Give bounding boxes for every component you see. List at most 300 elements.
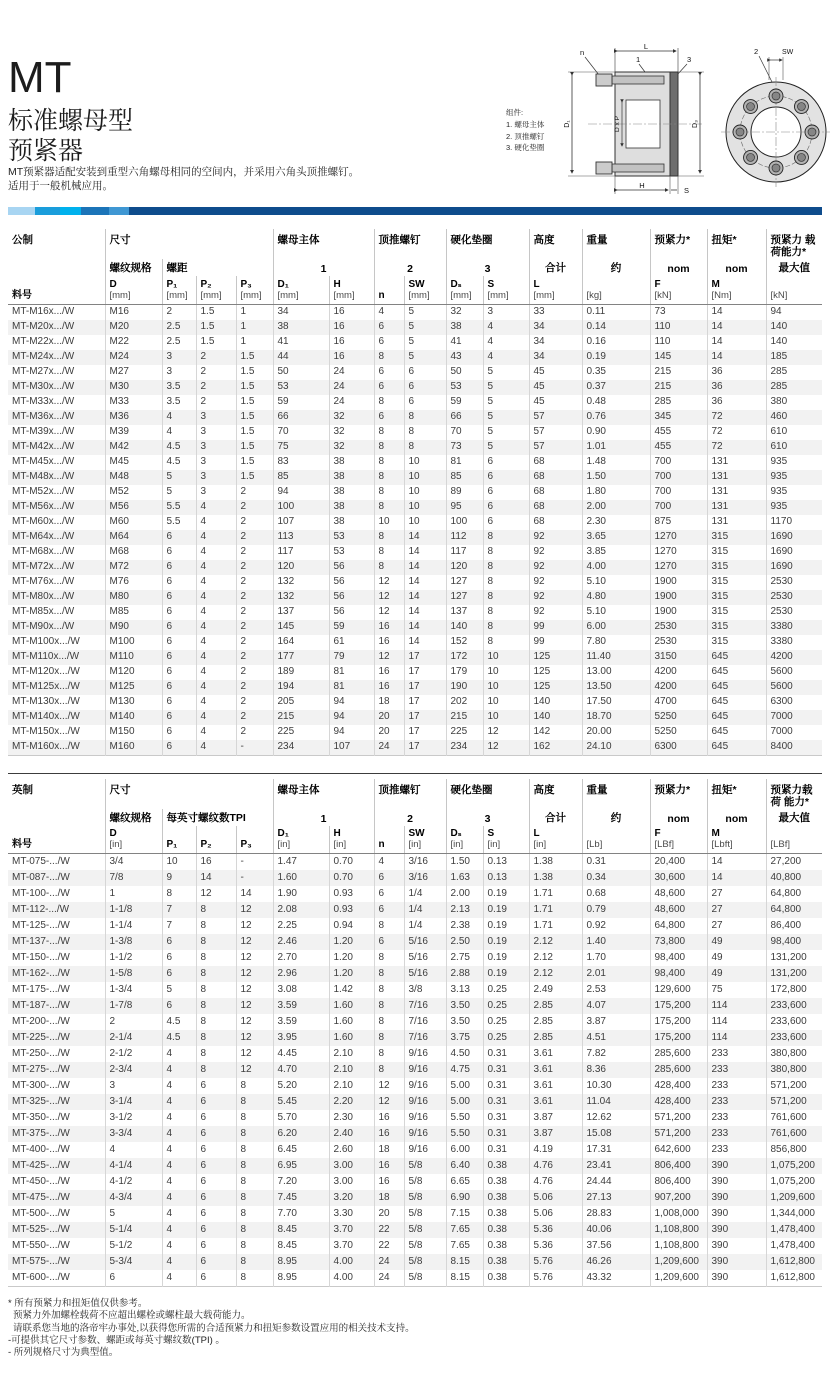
table-cell: 16 xyxy=(374,1126,404,1142)
table-cell: 4.50 xyxy=(446,1046,483,1062)
cross-section-diagram xyxy=(560,42,712,204)
table-cell: MT-525-.../W xyxy=(12,1224,70,1236)
table-cell: 1.71 xyxy=(529,886,582,902)
table-cell: 2 xyxy=(236,605,273,620)
table-cell: 6 xyxy=(196,1158,236,1174)
table-cell: 0.38 xyxy=(483,1174,529,1190)
table-cell: 225 xyxy=(273,725,329,740)
group-header-cell: 螺纹规格 xyxy=(105,259,162,276)
table-cell: 17 xyxy=(404,740,446,756)
column-header-cell: P₁ xyxy=(162,826,196,854)
table-cell: 145 xyxy=(650,350,707,365)
table-cell: 4.70 xyxy=(273,1062,329,1078)
table-cell: 16 xyxy=(374,635,404,650)
table-cell: 13.00 xyxy=(582,665,650,680)
table-cell: 8 xyxy=(236,1222,273,1238)
table-cell: 315 xyxy=(707,590,766,605)
table-cell: 315 xyxy=(707,635,766,650)
table-row xyxy=(8,1238,822,1254)
table-cell: 7.45 xyxy=(273,1190,329,1206)
table-cell: 131 xyxy=(707,455,766,470)
table-cell: 233 xyxy=(707,1062,766,1078)
table-cell: 642,600 xyxy=(650,1142,707,1158)
table-cell: M24 xyxy=(105,350,162,365)
table-cell: 5/8 xyxy=(404,1206,446,1222)
table-row xyxy=(8,870,822,886)
table-cell: 5 xyxy=(162,982,196,998)
group-header-cell: 2 xyxy=(374,809,446,826)
table-cell: 315 xyxy=(707,620,766,635)
table-cell: 0.19 xyxy=(582,350,650,365)
table-cell: 129,600 xyxy=(650,982,707,998)
table-cell: 12 xyxy=(374,605,404,620)
column-header-cell: P₂ [mm] xyxy=(196,276,236,304)
table-cell: 233 xyxy=(707,1126,766,1142)
table-cell: 8 xyxy=(374,395,404,410)
table-cell: 114 xyxy=(707,1030,766,1046)
table-cell: 5 xyxy=(105,1206,162,1222)
table-cell: 2530 xyxy=(650,620,707,635)
table-cell: 6 xyxy=(374,410,404,425)
table-cell: 16 xyxy=(374,1174,404,1190)
table-cell: 8 xyxy=(404,425,446,440)
table-cell: 12 xyxy=(374,650,404,665)
table-cell: 10 xyxy=(483,665,529,680)
table-cell: MT-187-.../W xyxy=(12,1000,70,1012)
table-cell: M36 xyxy=(105,410,162,425)
component-item: 3. 硬化垫圈 xyxy=(506,142,545,152)
table-cell: 68 xyxy=(529,470,582,485)
group-header-cell: 螺距 xyxy=(162,259,273,276)
table-cell: 5-1/4 xyxy=(105,1222,162,1238)
table-cell: 20,400 xyxy=(650,854,707,871)
table-cell: 4 xyxy=(162,410,196,425)
table-cell: 700 xyxy=(650,455,707,470)
table-cell: 4 xyxy=(196,680,236,695)
table-row xyxy=(8,1254,822,1270)
table-cell: 233 xyxy=(707,1094,766,1110)
table-cell: 2-3/4 xyxy=(105,1062,162,1078)
accent-bar-segment xyxy=(109,207,129,215)
table-cell: 380 xyxy=(766,395,822,410)
table-cell: 5/16 xyxy=(404,934,446,950)
table-cell: 1.50 xyxy=(582,470,650,485)
table-cell: 81 xyxy=(446,455,483,470)
table-cell: 5.10 xyxy=(582,575,650,590)
column-header-cell: S [in] xyxy=(483,826,529,854)
table-cell: MT-150-.../W xyxy=(12,952,70,964)
table-cell: 40,800 xyxy=(766,870,822,886)
imperial-table xyxy=(8,779,822,1288)
table-cell: 4.45 xyxy=(273,1046,329,1062)
table-cell: 6 xyxy=(162,966,196,982)
table-cell: 14 xyxy=(404,605,446,620)
table-cell: 4 xyxy=(196,620,236,635)
table-cell: 8 xyxy=(374,470,404,485)
table-cell: 7 xyxy=(162,918,196,934)
table-cell: 5 xyxy=(483,425,529,440)
table-row xyxy=(8,1174,822,1190)
table-cell: 2 xyxy=(236,650,273,665)
table-row xyxy=(8,966,822,982)
column-header-cell: S [mm] xyxy=(483,276,529,304)
table-cell: 1.71 xyxy=(529,918,582,934)
table-cell: 0.13 xyxy=(483,854,529,871)
table-cell: 189 xyxy=(273,665,329,680)
table-cell: 6 xyxy=(483,470,529,485)
table-cell: 38 xyxy=(446,320,483,335)
table-cell: 142 xyxy=(529,725,582,740)
table-cell: 49 xyxy=(707,966,766,982)
table-cell: 9/16 xyxy=(404,1110,446,1126)
table-cell: 3.13 xyxy=(446,982,483,998)
table-cell: 14 xyxy=(404,620,446,635)
table-cell: 4 xyxy=(162,1110,196,1126)
table-cell: 1,612,800 xyxy=(766,1270,822,1287)
table-cell: 8 xyxy=(196,1062,236,1078)
table-group-header-row xyxy=(8,779,822,809)
table-cell: 6 xyxy=(196,1078,236,1094)
table-cell: 5-3/4 xyxy=(105,1254,162,1270)
table-cell: 7/16 xyxy=(404,998,446,1014)
column-header-cell: Dₛ [mm] xyxy=(446,276,483,304)
table-cell: 2.85 xyxy=(529,1014,582,1030)
column-header-cell: H [mm] xyxy=(329,276,374,304)
table-cell: 64,800 xyxy=(650,918,707,934)
accent-bar-segment xyxy=(8,207,35,215)
table-row xyxy=(8,530,822,545)
table-cell: 5.10 xyxy=(582,605,650,620)
group-header-cell: 尺寸 xyxy=(105,779,273,809)
table-cell: 6 xyxy=(374,934,404,950)
table-cell: 215 xyxy=(273,710,329,725)
table-cell: 0.38 xyxy=(483,1206,529,1222)
table-cell: 233 xyxy=(707,1110,766,1126)
table-cell: 94 xyxy=(329,710,374,725)
table-cell: 1,075,200 xyxy=(766,1174,822,1190)
table-cell: M120 xyxy=(105,665,162,680)
table-cell: 75 xyxy=(273,440,329,455)
table-cell: 0.19 xyxy=(483,966,529,982)
table-cell: 6 xyxy=(404,395,446,410)
table-cell: 3.95 xyxy=(273,1030,329,1046)
table-cell: 4-1/4 xyxy=(105,1158,162,1174)
table-cell: 64,800 xyxy=(766,902,822,918)
table-cell: 175,200 xyxy=(650,998,707,1014)
table-cell: 12 xyxy=(236,1062,273,1078)
table-cell: 0.38 xyxy=(483,1254,529,1270)
table-cell: 81 xyxy=(329,665,374,680)
table-cell: MT-M140x.../W xyxy=(12,711,80,723)
table-cell: 5/8 xyxy=(404,1238,446,1254)
table-cell: M68 xyxy=(105,545,162,560)
table-cell: 34 xyxy=(529,335,582,350)
table-cell: MT-M64x.../W xyxy=(12,531,75,543)
table-cell: 4.19 xyxy=(529,1142,582,1158)
table-cell: 8 xyxy=(374,982,404,998)
group-header-cell: 合计 xyxy=(529,259,582,276)
table-cell: 0.31 xyxy=(582,854,650,871)
table-cell: MT-M100x.../W xyxy=(12,636,80,648)
table-cell: 36 xyxy=(707,365,766,380)
table-cell: 1,108,800 xyxy=(650,1222,707,1238)
table-cell: 285 xyxy=(650,395,707,410)
table-cell: 12 xyxy=(374,1094,404,1110)
group-header-cell: nom xyxy=(707,259,766,276)
table-cell: 112 xyxy=(446,530,483,545)
table-cell: 0.90 xyxy=(582,425,650,440)
table-cell: 68 xyxy=(529,500,582,515)
table-cell: 94 xyxy=(273,485,329,500)
table-cell: 3 xyxy=(196,440,236,455)
table-cell: 94 xyxy=(329,725,374,740)
table-cell: 6 xyxy=(162,665,196,680)
table-cell: 3 xyxy=(196,455,236,470)
table-cell: 3380 xyxy=(766,620,822,635)
table-cell: 41 xyxy=(273,335,329,350)
table-cell: 5.36 xyxy=(529,1222,582,1238)
table-cell: 645 xyxy=(707,695,766,710)
table-cell: 16 xyxy=(329,304,374,320)
table-cell: MT-M24x.../W xyxy=(12,351,75,363)
table-cell: 0.34 xyxy=(582,870,650,886)
table-cell: 6 xyxy=(374,870,404,886)
table-cell: 6 xyxy=(162,530,196,545)
table-cell: 2.01 xyxy=(582,966,650,982)
table-cell: 3-1/4 xyxy=(105,1094,162,1110)
table-cell: 4 xyxy=(196,545,236,560)
table-cell: 8 xyxy=(236,1110,273,1126)
table-cell: 4 xyxy=(162,1174,196,1190)
table-cell: 17 xyxy=(404,665,446,680)
jack-screw-hex-icon xyxy=(772,92,780,100)
table-cell: 2.5 xyxy=(162,320,196,335)
table-cell: 390 xyxy=(707,1206,766,1222)
footnotes xyxy=(8,1298,822,1359)
column-header-cell: n xyxy=(374,276,404,304)
table-cell: 41 xyxy=(446,335,483,350)
table-cell: 14 xyxy=(707,854,766,871)
table-cell: MT-M150x.../W xyxy=(12,726,80,738)
table-cell: 68 xyxy=(529,455,582,470)
component-item: 1. 螺母主体 xyxy=(506,120,545,130)
column-header-cell: [kg] xyxy=(582,276,650,304)
table-cell: 8 xyxy=(236,1174,273,1190)
table-cell: 9/16 xyxy=(404,1078,446,1094)
table-cell: 6 xyxy=(196,1190,236,1206)
table-cell: 38 xyxy=(329,515,374,530)
table-cell: 8 xyxy=(374,1030,404,1046)
table-cell: 0.25 xyxy=(483,1014,529,1030)
table-cell: MT-M42x.../W xyxy=(12,441,75,453)
table-cell: 117 xyxy=(273,545,329,560)
table-cell: 92 xyxy=(529,605,582,620)
table-cell: 2 xyxy=(105,1014,162,1030)
table-cell: M140 xyxy=(105,710,162,725)
description-line-2: 适用于一般机械应用。 xyxy=(8,179,113,192)
footnote-line: 请联系您当地的洛帝牢办事处,以获得您所需的合适预紧力和扭矩参数设置应用的相关技术支持。 xyxy=(13,1322,415,1334)
table-cell: 645 xyxy=(707,740,766,756)
table-cell: 20 xyxy=(374,710,404,725)
table-cell: 8 xyxy=(483,605,529,620)
table-cell: M80 xyxy=(105,590,162,605)
table-cell: 2.12 xyxy=(529,966,582,982)
front-view-diagram xyxy=(718,42,830,204)
table-cell: 8 xyxy=(374,560,404,575)
table-row xyxy=(8,304,822,320)
table-cell: 92 xyxy=(529,530,582,545)
table-cell: MT-M90x.../W xyxy=(12,621,75,633)
table-cell: 1.50 xyxy=(446,854,483,871)
dim-label-D3: D₃ xyxy=(692,120,699,128)
table-cell: 12 xyxy=(196,886,236,902)
table-cell: 4.07 xyxy=(582,998,650,1014)
table-cell: 66 xyxy=(446,410,483,425)
table-row xyxy=(8,320,822,335)
table-cell: 390 xyxy=(707,1190,766,1206)
table-cell: 1,108,800 xyxy=(650,1238,707,1254)
table-cell: 7000 xyxy=(766,725,822,740)
table-cell: 233 xyxy=(707,1142,766,1158)
table-cell: 285,600 xyxy=(650,1062,707,1078)
table-cell: 131 xyxy=(707,500,766,515)
table-cell: 20 xyxy=(374,1206,404,1222)
table-cell: 4.00 xyxy=(329,1270,374,1287)
table-cell: 0.38 xyxy=(483,1222,529,1238)
group-header-cell: nom xyxy=(707,809,766,826)
table-cell: 23.41 xyxy=(582,1158,650,1174)
table-cell: MT-450-.../W xyxy=(12,1176,70,1188)
table-cell: 2530 xyxy=(766,605,822,620)
table-cell: 700 xyxy=(650,500,707,515)
table-cell: 18 xyxy=(374,1190,404,1206)
table-cell: 5.76 xyxy=(529,1254,582,1270)
table-cell: 12 xyxy=(374,1078,404,1094)
table-cell: 27.13 xyxy=(582,1190,650,1206)
table-cell: 94 xyxy=(329,695,374,710)
table-cell: 390 xyxy=(707,1174,766,1190)
table-cell: 2.12 xyxy=(529,950,582,966)
table-cell: 6.90 xyxy=(446,1190,483,1206)
table-cell: 9/16 xyxy=(404,1126,446,1142)
table-cell: 1-3/4 xyxy=(105,982,162,998)
table-cell: 5.45 xyxy=(273,1094,329,1110)
table-row xyxy=(8,560,822,575)
table-cell: 57 xyxy=(529,425,582,440)
table-cell: 4.00 xyxy=(582,560,650,575)
table-cell: MT-M76x.../W xyxy=(12,576,75,588)
table-cell: 32 xyxy=(329,440,374,455)
group-header-cell: 约 xyxy=(582,259,650,276)
table-cell: 8 xyxy=(374,485,404,500)
table-cell: 4.75 xyxy=(446,1062,483,1078)
table-cell: 1 xyxy=(236,335,273,350)
table-cell: 17 xyxy=(404,725,446,740)
page-subtitle xyxy=(8,106,133,166)
table-cell: 3.20 xyxy=(329,1190,374,1206)
table-cell: 53 xyxy=(273,380,329,395)
table-cell: 4 xyxy=(196,605,236,620)
table-cell: 1.5 xyxy=(196,335,236,350)
table-cell: M60 xyxy=(105,515,162,530)
table-cell: 2.00 xyxy=(582,500,650,515)
table-cell: MT-075-.../W xyxy=(12,856,70,868)
table-cell: 7.65 xyxy=(446,1238,483,1254)
table-cell: 1.40 xyxy=(582,934,650,950)
group-header-cell xyxy=(8,259,105,276)
table-cell: M42 xyxy=(105,440,162,455)
jack-screw-hex-icon xyxy=(772,164,780,172)
table-cell: 4-3/4 xyxy=(105,1190,162,1206)
table-row xyxy=(8,1062,822,1078)
dim-label-S: S xyxy=(684,186,690,195)
table-cell: 3.59 xyxy=(273,998,329,1014)
table-cell: 610 xyxy=(766,440,822,455)
table-cell: 7.15 xyxy=(446,1206,483,1222)
table-cell: 28.83 xyxy=(582,1206,650,1222)
table-cell: - xyxy=(236,854,273,871)
table-cell: 16 xyxy=(196,854,236,871)
table-cell: 27 xyxy=(707,902,766,918)
metric-table-section xyxy=(8,229,822,756)
table-cell: 6 xyxy=(162,620,196,635)
table-cell: 8 xyxy=(374,545,404,560)
table-cell: 5/16 xyxy=(404,966,446,982)
table-cell: 1690 xyxy=(766,530,822,545)
table-cell: MT-M120x.../W xyxy=(12,666,80,678)
imperial-table-section xyxy=(8,773,822,1288)
table-cell: 5.76 xyxy=(529,1270,582,1287)
table-cell: 3 xyxy=(105,1078,162,1094)
page-header xyxy=(0,0,830,207)
table-cell: 0.38 xyxy=(483,1190,529,1206)
table-cell: 10 xyxy=(483,710,529,725)
table-row xyxy=(8,950,822,966)
table-cell: 4.5 xyxy=(162,1014,196,1030)
table-cell: 2 xyxy=(236,545,273,560)
table-cell: 0.25 xyxy=(483,1030,529,1046)
table-cell: 3 xyxy=(196,470,236,485)
table-cell: 68 xyxy=(529,485,582,500)
table-cell: 0.76 xyxy=(582,410,650,425)
table-cell: 7000 xyxy=(766,710,822,725)
table-cell: 190 xyxy=(446,680,483,695)
table-cell: 8.95 xyxy=(273,1270,329,1287)
table-row xyxy=(8,710,822,725)
table-cell: 0.31 xyxy=(483,1094,529,1110)
table-cell: 5-1/2 xyxy=(105,1238,162,1254)
table-cell: 6 xyxy=(196,1174,236,1190)
table-cell: 6 xyxy=(374,886,404,902)
table-cell: 0.14 xyxy=(582,320,650,335)
table-cell: 8.15 xyxy=(446,1270,483,1287)
group-header-cell: 最大值 xyxy=(766,809,822,826)
footnote-line: * 所有预紧力和扭矩值仅供参考。 xyxy=(8,1298,148,1310)
table-cell: 0.19 xyxy=(483,918,529,934)
table-row xyxy=(8,380,822,395)
table-row xyxy=(8,998,822,1014)
table-cell: 24 xyxy=(374,1254,404,1270)
table-row xyxy=(8,545,822,560)
table-cell: 3/16 xyxy=(404,854,446,871)
table-cell: M33 xyxy=(105,395,162,410)
column-header-cell: D₁ [in] xyxy=(273,826,329,854)
table-cell: 8 xyxy=(196,1030,236,1046)
table-cell: 8 xyxy=(196,998,236,1014)
table-cell: 390 xyxy=(707,1238,766,1254)
table-cell: 2530 xyxy=(766,590,822,605)
table-cell: 285 xyxy=(766,365,822,380)
